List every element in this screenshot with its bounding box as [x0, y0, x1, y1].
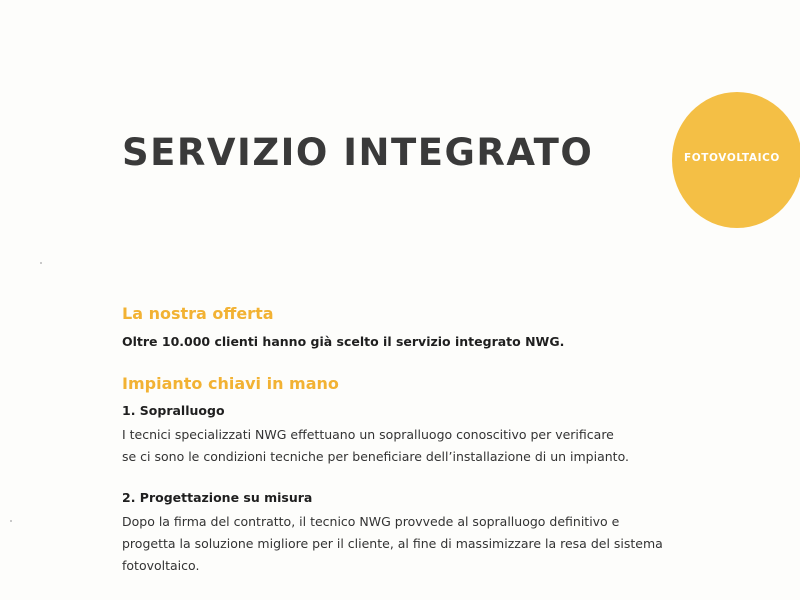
category-badge	[672, 92, 800, 228]
category-badge-label: FOTOVOLTAICO	[684, 152, 780, 164]
step-2-line-3: fotovoltaico.	[122, 558, 200, 573]
turnkey-heading: Impianto chiavi in mano	[122, 374, 339, 393]
offer-heading: La nostra offerta	[122, 304, 274, 323]
step-1-title: 1. Sopralluogo	[122, 403, 225, 418]
scan-speck	[40, 262, 42, 264]
step-1-line-2: se ci sono le condizioni tecniche per beneficiare dell’installazione di un impianto.	[122, 449, 629, 464]
step-1-line-1: I tecnici specializzati NWG effettuano un sopralluogo conoscitivo per verificare	[122, 427, 614, 442]
scan-speck	[10, 520, 12, 522]
step-2-line-2: progetta la soluzione migliore per il cliente, al fine di massimizzare la resa del sistema	[122, 536, 663, 551]
page-title: SERVIZIO INTEGRATO	[122, 131, 594, 174]
step-2-title: 2. Progettazione su misura	[122, 490, 313, 505]
offer-lead: Oltre 10.000 clienti hanno già scelto il servizio integrato NWG.	[122, 334, 565, 349]
step-2-line-1: Dopo la firma del contratto, il tecnico NWG provvede al sopralluogo definitivo e	[122, 514, 620, 529]
